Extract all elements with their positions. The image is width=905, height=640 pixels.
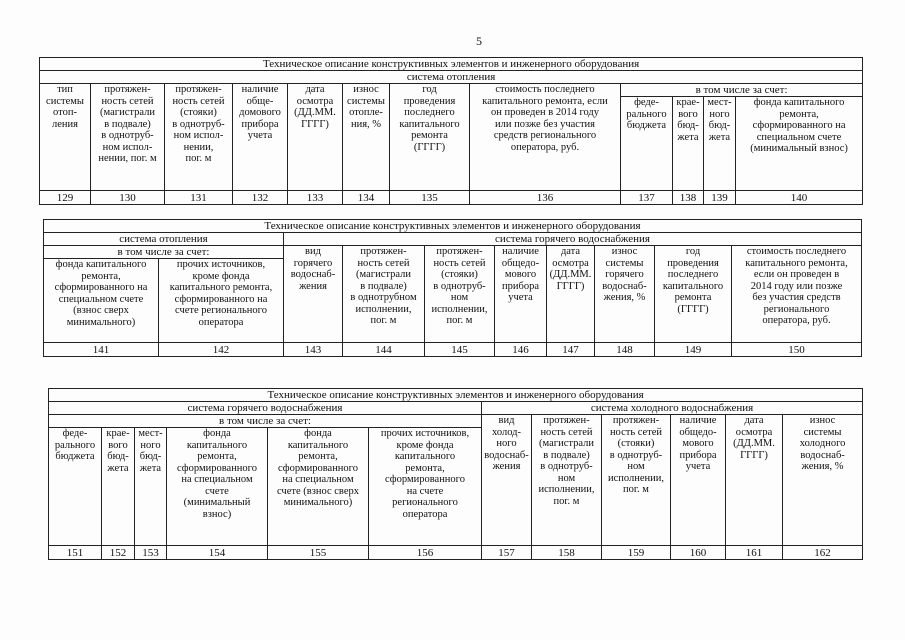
column-number: 157 — [482, 546, 532, 560]
col-header: крае- вого бюд- жета — [102, 428, 135, 546]
column-number: 144 — [343, 343, 425, 357]
col-header: вид горячего водоснаб- жения — [284, 246, 343, 343]
column-number: 158 — [532, 546, 602, 560]
group-header-cold-water: система холодного водоснабжения — [482, 402, 863, 415]
column-number: 150 — [732, 343, 862, 357]
col-header: износ системы холодного водоснаб- жения, % — [783, 415, 863, 546]
column-number: 156 — [369, 546, 482, 560]
column-number: 149 — [655, 343, 732, 357]
column-number: 129 — [40, 191, 91, 205]
column-number: 153 — [135, 546, 167, 560]
group-header-heating: система отопления — [40, 71, 863, 84]
col-header: фонда капитального ремонта, сформированного на специальном счете (взнос сверх минимального) — [44, 259, 159, 343]
column-number: 136 — [470, 191, 621, 205]
col-header: износ системы отопле- ния, % — [343, 84, 390, 191]
column-number: 135 — [390, 191, 470, 205]
column-number: 140 — [736, 191, 863, 205]
table-hot-water-system — [43, 219, 862, 357]
col-header: прочих источников, кроме фонда капитального ремонта, сформированного на счете регионального оператора — [369, 428, 482, 546]
col-header: протяжен- ность сетей (стояки) в однотруб- ном исполнении, пог. м — [425, 246, 495, 343]
col-header: износ системы горячего водоснаб- жения, % — [595, 246, 655, 343]
col-header: феде- рального бюджета — [621, 97, 673, 191]
column-number: 134 — [343, 191, 390, 205]
col-header: дата осмотра (ДД.ММ. ГГГГ) — [288, 84, 343, 191]
column-number: 155 — [268, 546, 369, 560]
column-number: 132 — [233, 191, 288, 205]
col-header: дата осмотра (ДД.ММ. ГГГГ) — [726, 415, 783, 546]
column-number: 161 — [726, 546, 783, 560]
group-header-hot-water: система горячего водоснабжения — [284, 233, 862, 246]
col-header: год проведения последнего капитального ремонта (ГГГГ) — [390, 84, 470, 191]
group-header-including: в том числе за счет: — [44, 246, 284, 259]
column-number: 138 — [673, 191, 704, 205]
table-title: Техническое описание конструктивных элементов и инженерного оборудования — [49, 389, 863, 402]
column-number: 145 — [425, 343, 495, 357]
col-header: протяжен- ность сетей (магистрали в подвале) в однотруб- ном испол- нении, пог. м — [91, 84, 165, 191]
col-header: наличие обще- домового прибора учета — [233, 84, 288, 191]
col-header: протяжен- ность сетей (магистрали в подвале) в однотруб- ном исполнении, пог. м — [532, 415, 602, 546]
col-header: мест- ного бюд- жета — [704, 97, 736, 191]
col-header: дата осмотра (ДД.ММ. ГГГГ) — [547, 246, 595, 343]
col-header: вид холод- ного водоснаб- жения — [482, 415, 532, 546]
column-number: 160 — [671, 546, 726, 560]
column-number: 151 — [49, 546, 102, 560]
column-number: 137 — [621, 191, 673, 205]
col-header: наличие общедо- мового прибора учета — [495, 246, 547, 343]
group-header-heating: система отопления — [44, 233, 284, 246]
group-header-including: в том числе за счет: — [621, 84, 863, 97]
table-title: Техническое описание конструктивных элементов и инженерного оборудования — [40, 58, 863, 71]
col-header: фонда капитального ремонта, сформированного на специальном счете (минимальный взнос) — [167, 428, 268, 546]
table-title: Техническое описание конструктивных элементов и инженерного оборудования — [44, 220, 862, 233]
col-header: протяжен- ность сетей (стояки) в однотруб- ном исполнении, пог. м — [602, 415, 671, 546]
column-number: 142 — [159, 343, 284, 357]
table-hot-cold-water-system — [48, 388, 863, 560]
column-number: 152 — [102, 546, 135, 560]
page-number: 5 — [476, 34, 482, 48]
column-number: 154 — [167, 546, 268, 560]
column-number: 146 — [495, 343, 547, 357]
col-header: протяжен- ность сетей (стояки) в однотруб- ном испол- нении, пог. м — [165, 84, 233, 191]
column-number: 139 — [704, 191, 736, 205]
column-number: 147 — [547, 343, 595, 357]
column-number: 148 — [595, 343, 655, 357]
col-header: фонда капитального ремонта, сформированного на специальном счете (минимальный взнос) — [736, 97, 863, 191]
column-number: 141 — [44, 343, 159, 357]
column-number: 159 — [602, 546, 671, 560]
col-header: тип системы отоп- ления — [40, 84, 91, 191]
col-header: стоимость последнего капитального ремонта, если он проведен в 2014 году или позже без участия средств регионального оператора, руб. — [732, 246, 862, 343]
col-header: стоимость последнего капитального ремонта, если он проведен в 2014 году или позже без участия средств регионального оператора, руб. — [470, 84, 621, 191]
column-number: 130 — [91, 191, 165, 205]
column-number: 162 — [783, 546, 863, 560]
col-header: мест- ного бюд- жета — [135, 428, 167, 546]
column-number: 131 — [165, 191, 233, 205]
group-header-including: в том числе за счет: — [49, 415, 482, 428]
col-header: год проведения последнего капитального ремонта (ГГГГ) — [655, 246, 732, 343]
col-header: крае- вого бюд- жета — [673, 97, 704, 191]
col-header: наличие общедо- мового прибора учета — [671, 415, 726, 546]
col-header: феде- рального бюджета — [49, 428, 102, 546]
col-header: протяжен- ность сетей (магистрали в подвале) в однотрубном исполнении, пог. м — [343, 246, 425, 343]
column-number: 143 — [284, 343, 343, 357]
col-header: фонда капитального ремонта, сформированного на специальном счете (взнос сверх минимального) — [268, 428, 369, 546]
table-heating-system — [39, 57, 863, 205]
group-header-hot-water: система горячего водоснабжения — [49, 402, 482, 415]
column-number: 133 — [288, 191, 343, 205]
col-header: прочих источников, кроме фонда капитального ремонта, сформированного на счете регионального оператора — [159, 259, 284, 343]
